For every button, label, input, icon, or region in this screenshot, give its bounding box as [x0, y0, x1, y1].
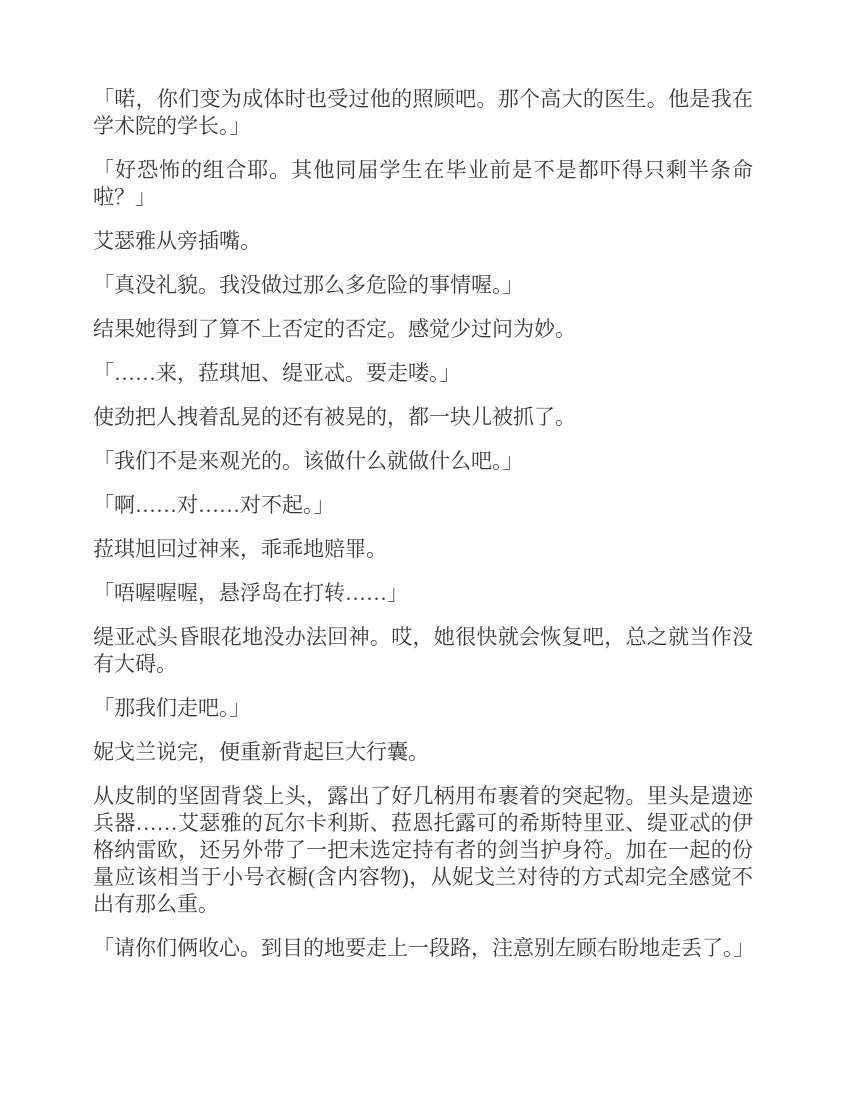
paragraph-narration-6: 妮戈兰说完，便重新背起巨大行囊。 [93, 740, 429, 764]
paragraph-dialogue-4: 「……来，菈琪旭、缇亚忒。要走喽。」 [93, 361, 461, 385]
paragraph-narration-2: 结果她得到了算不上否定的否定。感觉少过问为妙。 [93, 317, 576, 341]
paragraph-dialogue-9: 「请你们俩收心。到目的地要走上一段路，注意别左顾右盼地走丢了。」 [93, 936, 755, 960]
paragraph-dialogue-3: 「真没礼貌。我没做过那么多危险的事情喔。」 [93, 273, 524, 297]
paragraph-narration-7: 从皮制的坚固背袋上头，露出了好几柄用布裹着的突起物。里头是遗迹兵器……艾瑟雅的瓦尔卡利斯、菈恩托露可的希斯特里亚、缇亚忒的伊格纳雷欧，还另外带了一把未选定持有者的剑当护身符。加在一起的份量应该相当于小号衣橱(含内容物)，从妮戈兰对待的方式却完全感觉不出有那么重。 [93, 784, 753, 916]
paragraph-dialogue-2: 「好恐怖的组合耶。其他同届学生在毕业前是不是都吓得只剩半条命啦？」 [93, 158, 753, 209]
paragraph-dialogue-5: 「我们不是来观光的。该做什么就做什么吧。」 [93, 449, 524, 473]
paragraph-narration-4: 菈琪旭回过神来，乖乖地赔罪。 [93, 537, 387, 561]
paragraph-dialogue-1: 「喏，你们变为成体时也受过他的照顾吧。那个高大的医生。他是我在学术院的学长。」 [93, 87, 753, 138]
paragraph-dialogue-6: 「啊……对……对不起。」 [93, 493, 335, 517]
novel-text-block [93, 86, 753, 962]
paragraph-dialogue-8: 「那我们走吧。」 [93, 696, 251, 720]
paragraph-narration-5: 缇亚忒头昏眼花地没办法回神。哎，她很快就会恢复吧，总之就当作没有大碍。 [93, 625, 753, 676]
paragraph-narration-1: 艾瑟雅从旁插嘴。 [93, 229, 261, 253]
paragraph-narration-3: 使劲把人拽着乱晃的还有被晃的，都一块儿被抓了。 [93, 405, 576, 429]
paragraph-dialogue-7: 「唔喔喔喔，悬浮岛在打转……」 [93, 581, 408, 605]
